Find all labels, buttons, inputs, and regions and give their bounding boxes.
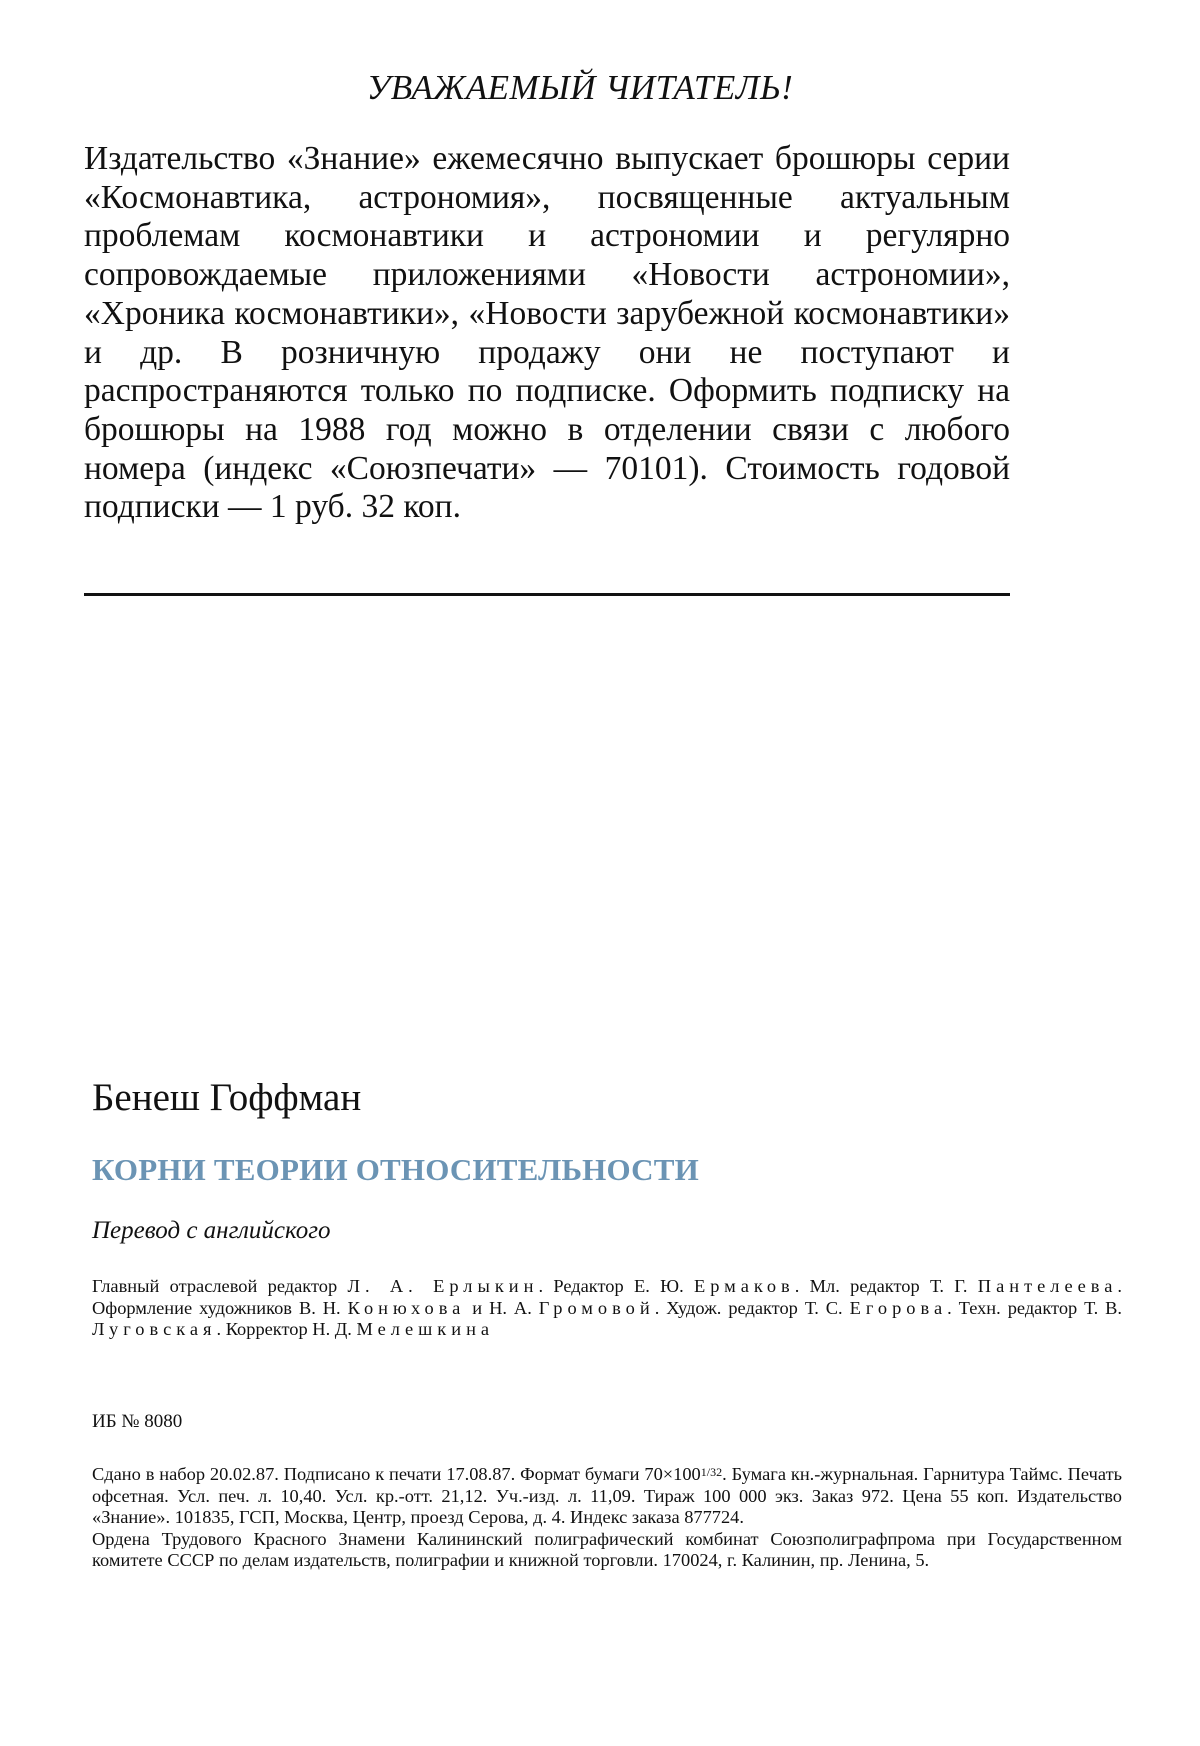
credit-junior-role: . Мл. редактор Т. Г.	[794, 1276, 968, 1296]
horizontal-rule	[84, 593, 1010, 596]
imprint-printer: Ордена Трудового Красного Знамени Калининский полиграфический комбинат Союзполиграфпрома при Государственном комитете СССР по делам издательств, полиграфии и книжной торговли. 170024, г. Калинин, пр. Ленина, 5.	[92, 1528, 1122, 1571]
paper-format-fraction: 1/32	[700, 1465, 723, 1479]
credit-proof-role: . Корректор Н. Д.	[216, 1319, 352, 1340]
credit-chief-name: Л. А. Ерлыкин	[347, 1276, 539, 1296]
imprint-print-details	[92, 1462, 1122, 1529]
credit-design-and: и Н. А.	[472, 1297, 532, 1318]
credit-art-name: Егорова	[849, 1297, 948, 1318]
credit-design-role: . Оформление художников В. Н.	[92, 1276, 1122, 1318]
imprint-line-end: . Бумага кн.-журнальная. Гарнитура Таймс. Печать офсетная. Усл. печ. л. 10,40. Усл. кр.-отт. 21,12. Уч.-изд. л. 11,09. Тираж 100 000 экз. Заказ 972. Цена 55 коп. Издательство «Знание». 101835, ГСП, Москва, Центр, проезд Серова, д. 4. Индекс заказа 877724.	[92, 1464, 1122, 1528]
credit-proof-name: Мелешкина	[356, 1319, 495, 1340]
notice-heading: УВАЖАЕМЫЙ ЧИТАТЕЛЬ!	[366, 68, 794, 107]
editorial-credits	[92, 1276, 1122, 1341]
imprint-line-start: Сдано в набор 20.02.87. Подписано к печати 17.08.87. Формат бумаги 70×100	[92, 1464, 701, 1484]
credit-editor-name: Ермаков	[694, 1276, 795, 1296]
book-author: Бенеш Гоффман	[92, 1076, 362, 1119]
credit-tech-role: . Техн. редактор Т. В.	[947, 1297, 1122, 1318]
credit-chief-role: Главный отраслевой редактор	[92, 1276, 338, 1296]
credit-junior-name: Пантелеева	[977, 1276, 1118, 1296]
credit-editor-role: . Редактор Е. Ю.	[538, 1276, 684, 1296]
credit-design-name-2: Громовой	[538, 1297, 655, 1318]
credit-design-name-1: Конюхова	[347, 1297, 466, 1318]
imprint-block	[92, 1462, 1122, 1572]
credit-tech-name: Луговская	[92, 1319, 217, 1340]
book-title: КОРНИ ТЕОРИИ ОТНОСИТЕЛЬНОСТИ	[92, 1152, 699, 1187]
ib-number: ИБ № 8080	[92, 1411, 183, 1432]
notice-paragraph: Издательство «Знание» ежемесячно выпускает брошюры серии «Космонавтика, астрономия», посвященные актуальным проблемам космонавтики и астрономии и регулярно сопровождаемые приложениями «Новости астрономии», «Хроника космонавтики», «Новости зарубежной космонавтики» и др. В розничную продажу они не поступают и распространяются только по подписке. Оформить подписку на брошюры на 1988 год можно в отделении связи с любого номера (индекс «Союзпечати» — 70101). Стоимость годовой подписки — 1 руб. 32 коп.	[84, 140, 1010, 526]
book-subtitle: Перевод с английского	[92, 1217, 331, 1244]
credit-art-role: . Худож. редактор Т. С.	[654, 1297, 843, 1318]
